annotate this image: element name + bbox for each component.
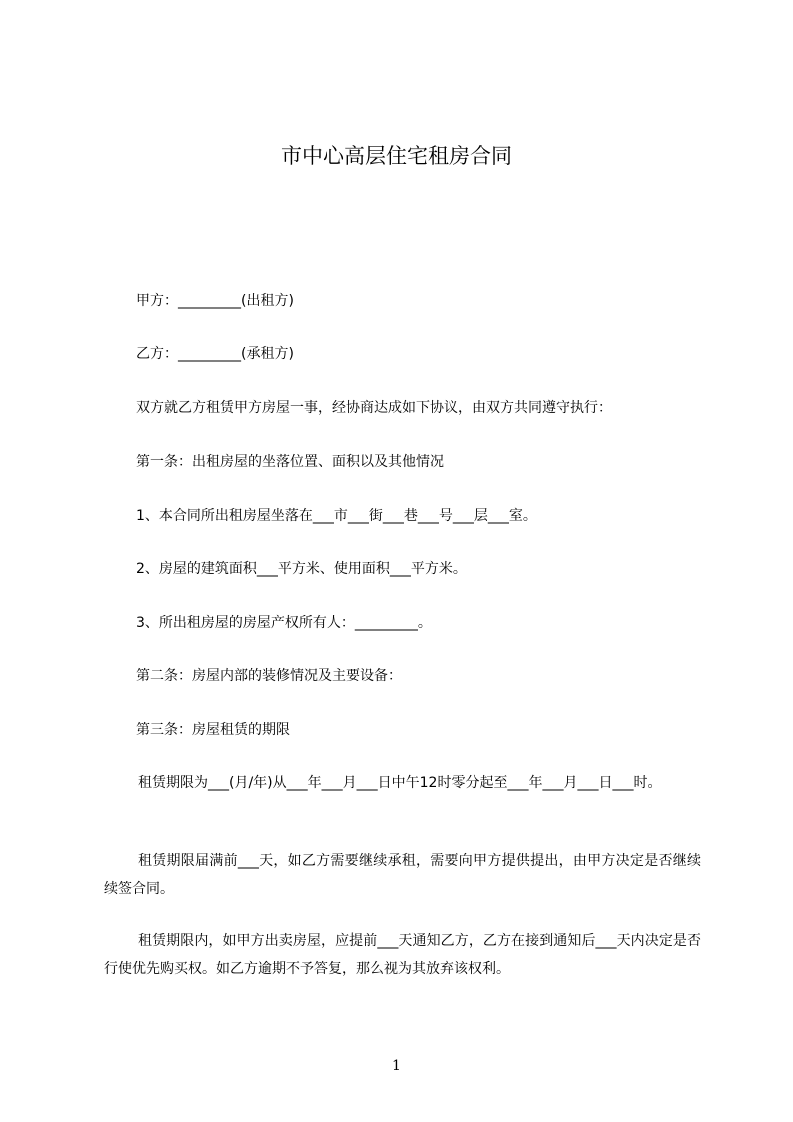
party-b-line: 乙方：_________(承租方): [136, 346, 294, 362]
lease-term-paragraph: 租赁期限为___(月/年)从___年___月___日中午12时零分起至___年___月___日___时。: [138, 775, 662, 791]
document-title: 市中心高层住宅租房合同: [281, 144, 512, 168]
article-3-heading: 第三条：房屋租赁的期限: [136, 722, 290, 738]
agreement-intro: 双方就乙方租赁甲方房屋一事，经协商达成如下协议，由双方共同遵守执行：: [136, 400, 612, 416]
clause-2-area: 2、房屋的建筑面积___平方米、使用面积___平方米。: [136, 561, 467, 577]
preemption-paragraph: 租赁期限内，如甲方出卖房屋，应提前___天通知乙方，乙方在接到通知后___天内决定是否行使优先购买权。如乙方逾期不予答复，那么视为其放弃该权利。: [104, 933, 701, 977]
clause-3-owner: 3、所出租房屋的房屋产权所有人：_________。: [136, 615, 432, 631]
page-number: 1: [392, 1058, 401, 1074]
article-1-heading: 第一条：出租房屋的坐落位置、面积以及其他情况: [136, 454, 444, 470]
renewal-paragraph: 租赁期限届满前___天，如乙方需要继续承租，需要向甲方提供提出，由甲方决定是否继续续签合同。: [104, 853, 701, 897]
party-a-line: 甲方：_________(出租方): [136, 293, 294, 309]
article-2-heading: 第二条：房屋内部的装修情况及主要设备：: [136, 668, 402, 684]
clause-1-location: 1、本合同所出租房屋坐落在___市___街___巷___号___层___室。: [136, 508, 537, 524]
